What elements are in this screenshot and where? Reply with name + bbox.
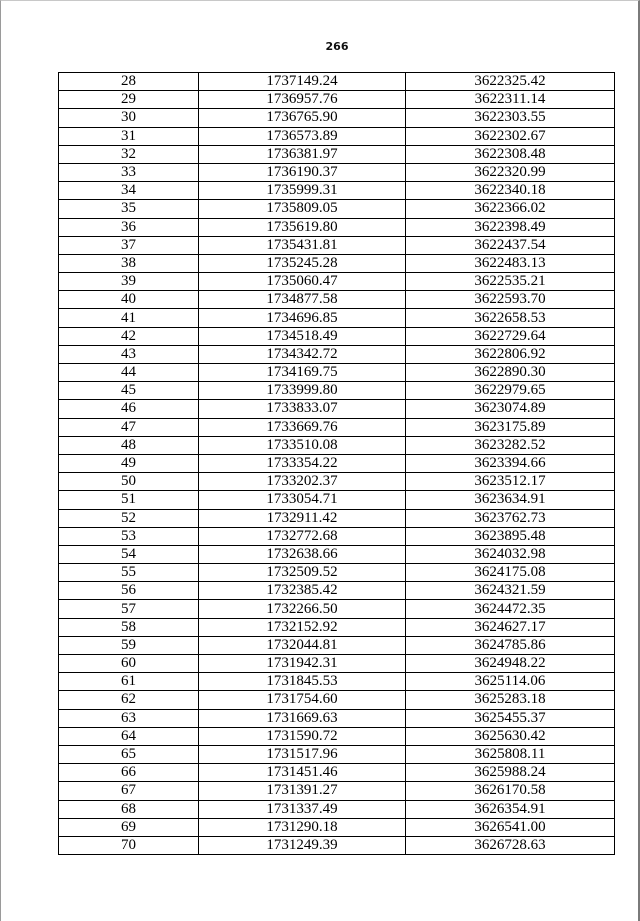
cell-y-coordinate: 3623175.89 [406, 418, 615, 436]
table-row [59, 618, 615, 636]
cell-y-coordinate: 3623512.17 [406, 473, 615, 491]
cell-y-coordinate: 3624785.86 [406, 636, 615, 654]
cell-index: 45 [59, 382, 199, 400]
cell-index: 56 [59, 582, 199, 600]
cell-index: 42 [59, 327, 199, 345]
cell-y-coordinate: 3623394.66 [406, 454, 615, 472]
cell-index: 57 [59, 600, 199, 618]
table-row [59, 163, 615, 181]
table-row [59, 109, 615, 127]
cell-index: 70 [59, 836, 199, 854]
cell-y-coordinate: 3623895.48 [406, 527, 615, 545]
cell-index: 63 [59, 709, 199, 727]
cell-y-coordinate: 3622535.21 [406, 273, 615, 291]
cell-y-coordinate: 3626354.91 [406, 800, 615, 818]
table-row [59, 309, 615, 327]
cell-y-coordinate: 3622806.92 [406, 345, 615, 363]
cell-x-coordinate: 1734169.75 [199, 364, 406, 382]
cell-y-coordinate: 3623282.52 [406, 436, 615, 454]
cell-x-coordinate: 1733354.22 [199, 454, 406, 472]
cell-x-coordinate: 1734696.85 [199, 309, 406, 327]
cell-index: 53 [59, 527, 199, 545]
cell-x-coordinate: 1735431.81 [199, 236, 406, 254]
cell-y-coordinate: 3626728.63 [406, 836, 615, 854]
table-row [59, 127, 615, 145]
cell-index: 35 [59, 200, 199, 218]
table-row [59, 836, 615, 854]
table-row [59, 436, 615, 454]
cell-y-coordinate: 3622320.99 [406, 163, 615, 181]
table-row [59, 200, 615, 218]
cell-index: 60 [59, 655, 199, 673]
table-row [59, 564, 615, 582]
table-row [59, 800, 615, 818]
cell-index: 44 [59, 364, 199, 382]
cell-y-coordinate: 3622340.18 [406, 182, 615, 200]
cell-index: 62 [59, 691, 199, 709]
cell-index: 47 [59, 418, 199, 436]
cell-index: 51 [59, 491, 199, 509]
table-row [59, 673, 615, 691]
cell-index: 29 [59, 91, 199, 109]
cell-x-coordinate: 1734518.49 [199, 327, 406, 345]
cell-x-coordinate: 1736957.76 [199, 91, 406, 109]
cell-y-coordinate: 3624627.17 [406, 618, 615, 636]
cell-x-coordinate: 1732266.50 [199, 600, 406, 618]
cell-x-coordinate: 1733833.07 [199, 400, 406, 418]
table-row [59, 291, 615, 309]
cell-y-coordinate: 3622398.49 [406, 218, 615, 236]
table-row [59, 273, 615, 291]
cell-x-coordinate: 1735999.31 [199, 182, 406, 200]
cell-index: 48 [59, 436, 199, 454]
coordinate-table [58, 72, 615, 855]
table-row [59, 473, 615, 491]
cell-index: 49 [59, 454, 199, 472]
cell-index: 30 [59, 109, 199, 127]
coordinate-table-body [59, 73, 615, 855]
table-row [59, 327, 615, 345]
cell-x-coordinate: 1731942.31 [199, 655, 406, 673]
table-row [59, 418, 615, 436]
table-row [59, 509, 615, 527]
cell-index: 64 [59, 727, 199, 745]
cell-y-coordinate: 3622303.55 [406, 109, 615, 127]
table-row [59, 636, 615, 654]
cell-y-coordinate: 3625630.42 [406, 727, 615, 745]
cell-y-coordinate: 3625455.37 [406, 709, 615, 727]
table-row [59, 527, 615, 545]
page-number: 266 [325, 40, 349, 53]
cell-index: 33 [59, 163, 199, 181]
cell-index: 37 [59, 236, 199, 254]
cell-x-coordinate: 1731337.49 [199, 800, 406, 818]
cell-index: 68 [59, 800, 199, 818]
cell-x-coordinate: 1731517.96 [199, 745, 406, 763]
table-row [59, 91, 615, 109]
cell-index: 43 [59, 345, 199, 363]
table-row [59, 745, 615, 763]
cell-x-coordinate: 1732152.92 [199, 618, 406, 636]
cell-y-coordinate: 3622890.30 [406, 364, 615, 382]
table-row [59, 400, 615, 418]
cell-y-coordinate: 3624321.59 [406, 582, 615, 600]
cell-x-coordinate: 1736573.89 [199, 127, 406, 145]
cell-index: 50 [59, 473, 199, 491]
table-row [59, 782, 615, 800]
table-row [59, 655, 615, 673]
cell-index: 28 [59, 73, 199, 91]
cell-x-coordinate: 1735619.80 [199, 218, 406, 236]
cell-x-coordinate: 1733999.80 [199, 382, 406, 400]
table-row [59, 345, 615, 363]
cell-x-coordinate: 1732385.42 [199, 582, 406, 600]
cell-x-coordinate: 1737149.24 [199, 73, 406, 91]
cell-x-coordinate: 1735809.05 [199, 200, 406, 218]
table-row [59, 364, 615, 382]
cell-y-coordinate: 3622437.54 [406, 236, 615, 254]
table-row [59, 454, 615, 472]
cell-y-coordinate: 3622729.64 [406, 327, 615, 345]
table-row [59, 491, 615, 509]
cell-x-coordinate: 1731754.60 [199, 691, 406, 709]
cell-index: 65 [59, 745, 199, 763]
cell-x-coordinate: 1736765.90 [199, 109, 406, 127]
cell-x-coordinate: 1731845.53 [199, 673, 406, 691]
cell-index: 46 [59, 400, 199, 418]
cell-x-coordinate: 1731290.18 [199, 818, 406, 836]
table-row [59, 254, 615, 272]
cell-x-coordinate: 1736381.97 [199, 145, 406, 163]
cell-index: 66 [59, 764, 199, 782]
cell-y-coordinate: 3625988.24 [406, 764, 615, 782]
cell-x-coordinate: 1731391.27 [199, 782, 406, 800]
table-row [59, 545, 615, 563]
cell-y-coordinate: 3626170.58 [406, 782, 615, 800]
cell-x-coordinate: 1732509.52 [199, 564, 406, 582]
cell-y-coordinate: 3624948.22 [406, 655, 615, 673]
table-row [59, 145, 615, 163]
cell-x-coordinate: 1735245.28 [199, 254, 406, 272]
cell-y-coordinate: 3622308.48 [406, 145, 615, 163]
table-row [59, 691, 615, 709]
cell-x-coordinate: 1734342.72 [199, 345, 406, 363]
cell-x-coordinate: 1733510.08 [199, 436, 406, 454]
cell-x-coordinate: 1732772.68 [199, 527, 406, 545]
table-row [59, 727, 615, 745]
cell-x-coordinate: 1731451.46 [199, 764, 406, 782]
cell-y-coordinate: 3622311.14 [406, 91, 615, 109]
cell-x-coordinate: 1733202.37 [199, 473, 406, 491]
cell-y-coordinate: 3624472.35 [406, 600, 615, 618]
cell-y-coordinate: 3624032.98 [406, 545, 615, 563]
cell-x-coordinate: 1732638.66 [199, 545, 406, 563]
cell-index: 67 [59, 782, 199, 800]
table-row [59, 182, 615, 200]
table-row [59, 818, 615, 836]
cell-index: 58 [59, 618, 199, 636]
table-row [59, 382, 615, 400]
cell-y-coordinate: 3622658.53 [406, 309, 615, 327]
cell-y-coordinate: 3626541.00 [406, 818, 615, 836]
table-row [59, 73, 615, 91]
cell-x-coordinate: 1731669.63 [199, 709, 406, 727]
cell-index: 59 [59, 636, 199, 654]
cell-index: 32 [59, 145, 199, 163]
cell-index: 38 [59, 254, 199, 272]
cell-y-coordinate: 3623762.73 [406, 509, 615, 527]
cell-index: 69 [59, 818, 199, 836]
cell-x-coordinate: 1732911.42 [199, 509, 406, 527]
cell-y-coordinate: 3625114.06 [406, 673, 615, 691]
table-row [59, 218, 615, 236]
cell-x-coordinate: 1731590.72 [199, 727, 406, 745]
cell-y-coordinate: 3622366.02 [406, 200, 615, 218]
cell-y-coordinate: 3625808.11 [406, 745, 615, 763]
cell-y-coordinate: 3623634.91 [406, 491, 615, 509]
cell-y-coordinate: 3622593.70 [406, 291, 615, 309]
table-row [59, 764, 615, 782]
cell-x-coordinate: 1733054.71 [199, 491, 406, 509]
cell-x-coordinate: 1732044.81 [199, 636, 406, 654]
cell-index: 40 [59, 291, 199, 309]
cell-index: 54 [59, 545, 199, 563]
cell-index: 36 [59, 218, 199, 236]
cell-index: 31 [59, 127, 199, 145]
table-row [59, 236, 615, 254]
cell-x-coordinate: 1734877.58 [199, 291, 406, 309]
cell-y-coordinate: 3625283.18 [406, 691, 615, 709]
cell-x-coordinate: 1736190.37 [199, 163, 406, 181]
cell-y-coordinate: 3622302.67 [406, 127, 615, 145]
cell-index: 52 [59, 509, 199, 527]
cell-index: 34 [59, 182, 199, 200]
table-row [59, 709, 615, 727]
cell-x-coordinate: 1733669.76 [199, 418, 406, 436]
cell-index: 55 [59, 564, 199, 582]
table-row [59, 582, 615, 600]
cell-index: 39 [59, 273, 199, 291]
cell-y-coordinate: 3622483.13 [406, 254, 615, 272]
cell-y-coordinate: 3622979.65 [406, 382, 615, 400]
table-row [59, 600, 615, 618]
cell-index: 61 [59, 673, 199, 691]
cell-y-coordinate: 3623074.89 [406, 400, 615, 418]
cell-x-coordinate: 1731249.39 [199, 836, 406, 854]
cell-index: 41 [59, 309, 199, 327]
cell-y-coordinate: 3624175.08 [406, 564, 615, 582]
cell-x-coordinate: 1735060.47 [199, 273, 406, 291]
cell-y-coordinate: 3622325.42 [406, 73, 615, 91]
